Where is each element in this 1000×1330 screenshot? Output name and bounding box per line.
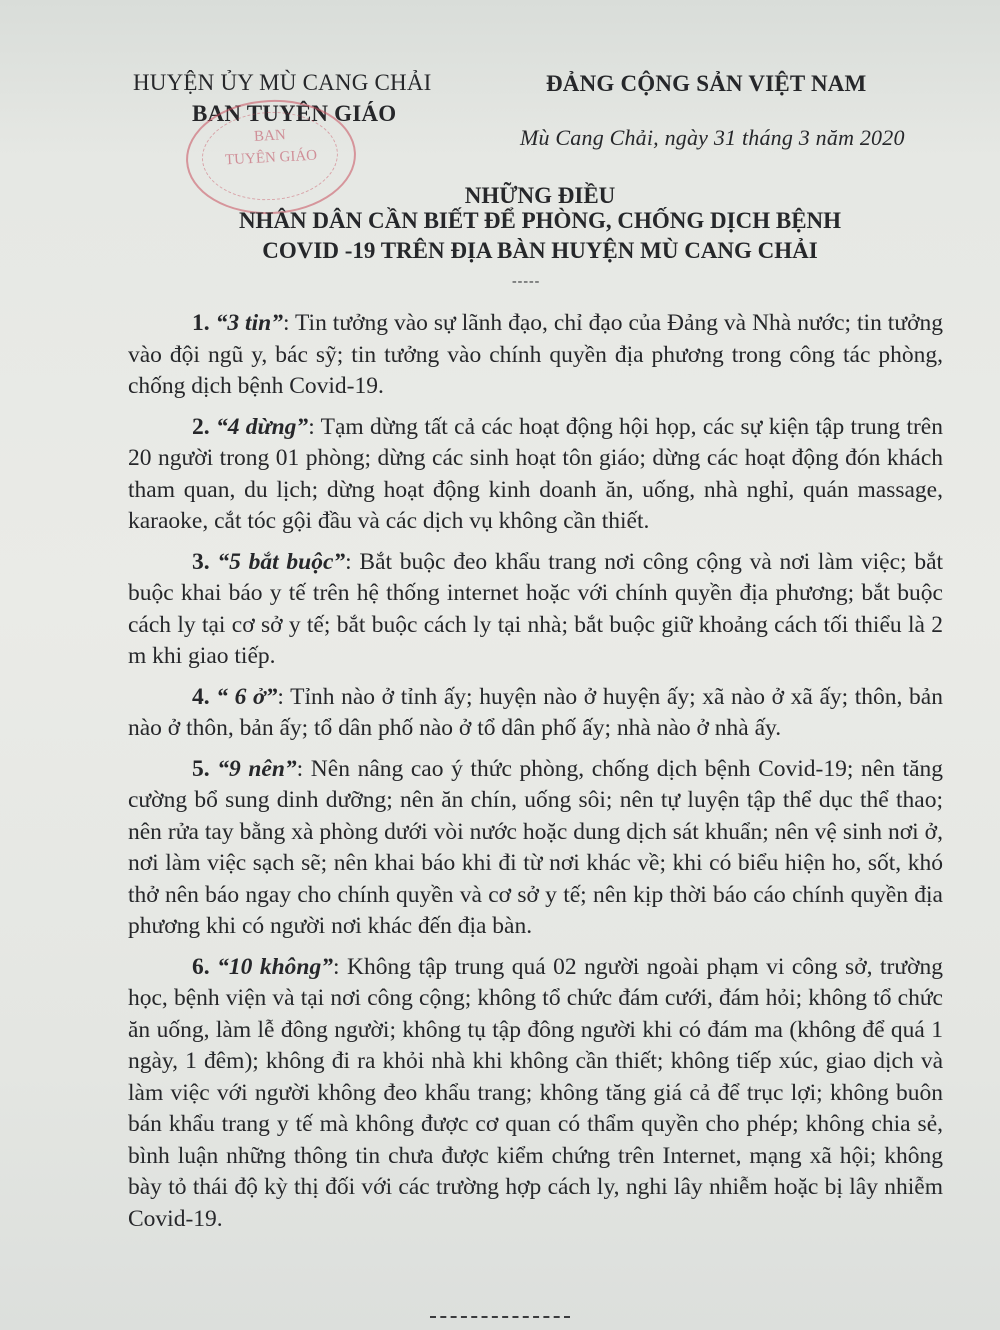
document-date: Mù Cang Chải, ngày 31 tháng 3 năm 2020 bbox=[520, 125, 905, 150]
document-title-line-2: NHÂN DÂN CẦN BIẾT ĐỂ PHÒNG, CHỐNG DỊCH BỆNH bbox=[238, 208, 842, 233]
rule-number: 2. bbox=[192, 413, 216, 440]
rule-label: “5 bắt buộc” bbox=[217, 548, 346, 575]
stamp-text-line-2: TUYÊN GIÁO bbox=[224, 147, 318, 169]
closing-separator bbox=[430, 1316, 570, 1318]
stamp-text-line-1: BAN bbox=[253, 127, 287, 145]
title-separator: ----- bbox=[512, 274, 541, 289]
rule-label: “10 không” bbox=[217, 953, 333, 980]
rule-text: : Tỉnh nào ở tỉnh ấy; huyện nào ở huyện ấy; xã nào ở xã ấy; thôn, bản nào ở thôn, bản ấy; tổ dân phố nào ở tổ dân phố ấy; nhà nào ở nhà ấy. bbox=[128, 683, 943, 741]
rule-item-4 bbox=[128, 682, 943, 745]
rule-text: : Nên nâng cao ý thức phòng, chống dịch bệnh Covid-19; nên tăng cường bổ sung dinh dưỡng; nên ăn chín, uống sôi; nên tự luyện tập thể dục thể thao; nên rửa tay bằng xà phòng dưới vòi nước hoặc dung dịch sát khuẩn; nên vệ sinh nơi ở, nơi làm việc sạch sẽ; nên khai báo khi đi từ nơi khác về; khi có biểu hiện ho, sốt, khó thở nên báo ngay cho chính quyền và cơ sở y tế; nên kịp thời báo cáo chính quyền địa phương khi có người nơi khác đến địa bàn. bbox=[128, 755, 944, 939]
rule-label: “3 tin” bbox=[215, 310, 283, 336]
rule-text: : Tin tưởng vào sự lãnh đạo, chỉ đạo của Đảng và Nhà nước; tin tưởng vào đội ngũ y, bác sỹ; tin tưởng vào chính quyền địa phương trong công tác phòng, chống dịch bệnh Covid-19. bbox=[128, 310, 943, 399]
rule-item-3 bbox=[128, 547, 943, 673]
rule-label: “4 dừng” bbox=[215, 413, 309, 440]
party-name-heading: ĐẢNG CỘNG SẢN VIỆT NAM bbox=[546, 71, 867, 96]
rule-text: : Bắt buộc đeo khẩu trang nơi công cộng và nơi làm việc; bắt buộc khai báo y tế trên hệ thống internet hoặc với chính quyền địa phương; bắt buộc cách ly tại cơ sở y tế; bắt buộc cách ly tại nhà; bắt buộc giữ khoảng cách tối thiểu là 2 m khi giao tiếp. bbox=[128, 548, 944, 669]
rule-text: : Tạm dừng tất cả các hoạt động hội họp, các sự kiện tập trung trên 20 người trong 01 phòng; dừng các sinh hoạt tôn giáo; dừng các hoạt động đón khách tham quan, du lịch; dừng hoạt động kinh doanh ăn, uống, nhà nghỉ, quán massage, karaoke, cắt tóc gội đầu và các dịch vụ không cần thiết. bbox=[128, 413, 943, 534]
issuing-org-line-1: HUYỆN ỦY MÙ CANG CHẢI bbox=[133, 70, 432, 95]
document-title-line-3: COVID -19 TRÊN ĐỊA BÀN HUYỆN MÙ CANG CHẢI bbox=[262, 238, 818, 263]
issuing-org-line-2: BAN TUYÊN GIÁO bbox=[192, 101, 397, 126]
rule-text: : Không tập trung quá 02 người ngoài phạm vi công sở, trường học, bệnh viện và tại nơi công cộng; không tổ chức đám cưới, đám hỏi; không tổ chức ăn uống, làm lễ đông người; không tụ tập đông người khi có đám ma (không để quá 1 ngày, 1 đêm); không đi ra khỏi nhà khi không cần thiết; không tiếp xúc, giao dịch và làm việc với người không đeo khẩu trang; không tăng giá cả để trục lợi; không buôn bán khẩu trang y tế mà không được cơ quan có thẩm quyền cho phép; không chia sẻ, bình luận những thông tin chưa được kiểm chứng trên Internet, mạng xã hội; không bày tỏ thái độ kỳ thị đối với các trường hợp cách ly, nghi lây nhiễm hoặc bị lây nhiễm Covid-19. bbox=[128, 953, 943, 1232]
rule-number: 4. bbox=[192, 683, 217, 710]
rule-item-5 bbox=[128, 754, 943, 943]
rule-label: “ 6 ở” bbox=[216, 683, 278, 710]
rule-item-6 bbox=[128, 952, 943, 1236]
rule-number: 1. bbox=[192, 310, 216, 336]
rule-label: “9 nên” bbox=[217, 755, 297, 782]
rule-number: 5. bbox=[192, 755, 218, 782]
document-title-line-1: NHỮNG ĐIỀU bbox=[464, 183, 616, 208]
rule-item-1 bbox=[128, 308, 943, 403]
rule-item-2 bbox=[128, 412, 943, 538]
document-body bbox=[128, 308, 943, 1244]
rule-number: 3. bbox=[192, 548, 218, 575]
rule-number: 6. bbox=[192, 953, 218, 980]
